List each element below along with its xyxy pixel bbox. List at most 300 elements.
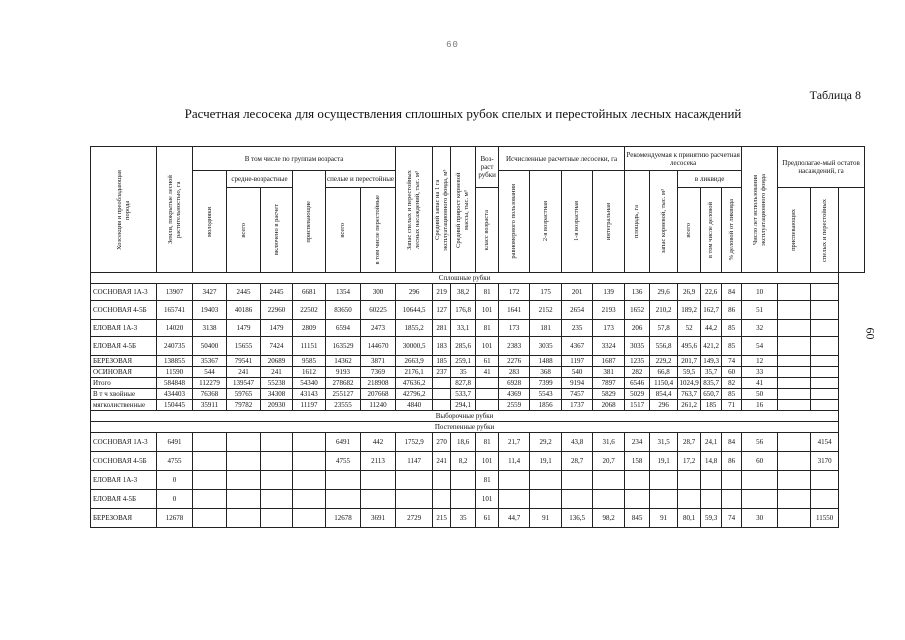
data-cell (261, 490, 293, 509)
data-cell (293, 471, 326, 490)
data-cell: 7399 (530, 378, 562, 389)
data-cell: 60 (722, 367, 742, 378)
data-cell (778, 378, 811, 389)
header-rec-area: площадь, га (625, 171, 650, 273)
data-cell (811, 356, 839, 367)
data-cell: 2193 (593, 301, 625, 320)
data-cell: 6491 (326, 433, 361, 452)
data-cell (451, 490, 476, 509)
data-cell: 127 (433, 301, 451, 320)
data-cell (811, 490, 839, 509)
data-cell: 434403 (157, 389, 193, 400)
header-remain: Предполагае-мый остатов насаждений, га (778, 147, 865, 188)
data-cell: 54340 (293, 378, 326, 389)
data-cell: 283 (499, 367, 530, 378)
data-cell: 0 (157, 471, 193, 490)
data-cell: 234 (625, 433, 650, 452)
data-cell: 1855,2 (396, 320, 433, 337)
data-cell: 33 (742, 367, 778, 378)
data-cell: 1479 (261, 320, 293, 337)
row-name-cell: СОСНОВАЯ 4-5Б (91, 301, 157, 320)
data-cell: 61 (476, 356, 499, 367)
header-rec-liquid-incl: в том числе деловой (701, 188, 722, 273)
header-remain-mature: спелых и перестойных (811, 188, 839, 273)
data-cell (778, 433, 811, 452)
data-cell: 66,8 (650, 367, 678, 378)
data-cell: 79541 (227, 356, 261, 367)
data-cell: 1479 (227, 320, 261, 337)
data-cell: 282 (625, 367, 650, 378)
data-cell: 421,2 (701, 337, 722, 356)
data-cell: 3427 (193, 284, 227, 301)
data-cell: 38,2 (451, 284, 476, 301)
data-cell (451, 471, 476, 490)
data-cell: 101 (476, 490, 499, 509)
data-cell (625, 471, 650, 490)
data-cell (476, 400, 499, 411)
data-cell: 0 (157, 490, 193, 509)
data-cell: 85 (722, 389, 742, 400)
data-cell: 540 (562, 367, 593, 378)
data-cell (293, 490, 326, 509)
data-cell: 138855 (157, 356, 193, 367)
data-cell (193, 452, 227, 471)
data-cell: 189,2 (678, 301, 701, 320)
data-cell: 79782 (227, 400, 261, 411)
header-mature-over: в том числе перестойные (361, 188, 396, 273)
data-cell: 74 (722, 509, 742, 528)
data-cell: 18,6 (451, 433, 476, 452)
row-name-cell: СОСНОВАЯ 4-5Б (91, 452, 157, 471)
data-cell: 59765 (227, 389, 261, 400)
data-cell: 9194 (562, 378, 593, 389)
data-cell: 57,8 (650, 320, 678, 337)
data-cell: 14020 (157, 320, 193, 337)
data-cell: 19403 (193, 301, 227, 320)
data-cell: 3035 (625, 337, 650, 356)
data-cell: 47636,2 (396, 378, 433, 389)
header-calc-even: равномерного пользования (499, 171, 530, 273)
data-cell (293, 509, 326, 528)
data-cell (326, 471, 361, 490)
data-cell: 4369 (499, 389, 530, 400)
data-cell: 206 (625, 320, 650, 337)
data-cell (593, 471, 625, 490)
row-name-cell: БЕРЕЗОВАЯ (91, 356, 157, 367)
data-cell: 215 (433, 509, 451, 528)
data-cell: 163529 (326, 337, 361, 356)
data-cell: 2276 (499, 356, 530, 367)
header-remain-maturing: приспевающих (778, 188, 811, 273)
table-row (91, 284, 865, 301)
data-cell: 16 (742, 400, 778, 411)
data-cell: 162,7 (701, 301, 722, 320)
data-cell (701, 490, 722, 509)
data-cell: 74 (722, 356, 742, 367)
data-cell: 1488 (530, 356, 562, 367)
data-cell: 8,2 (451, 452, 476, 471)
data-cell (293, 433, 326, 452)
data-cell: 83650 (326, 301, 361, 320)
data-cell: 2729 (396, 509, 433, 528)
data-cell: 241 (227, 367, 261, 378)
data-cell: 175 (530, 284, 562, 301)
table-row (91, 389, 865, 400)
data-cell: 84 (722, 284, 742, 301)
data-cell: 51 (742, 301, 778, 320)
data-cell: 158 (625, 452, 650, 471)
data-cell: 210,2 (650, 301, 678, 320)
data-cell: 1612 (293, 367, 326, 378)
header-calc-1st: 1-я возрастная (562, 171, 593, 273)
data-cell: 19,1 (530, 452, 562, 471)
data-cell: 32 (742, 320, 778, 337)
data-cell: 81 (476, 284, 499, 301)
data-cell: 6681 (293, 284, 326, 301)
section-gradual: Постепенные рубки (91, 422, 839, 433)
data-cell: 835,7 (701, 378, 722, 389)
data-cell (476, 378, 499, 389)
data-cell (326, 490, 361, 509)
data-cell: 201 (562, 284, 593, 301)
data-cell: 3691 (361, 509, 396, 528)
data-cell (499, 471, 530, 490)
data-cell: 81 (476, 471, 499, 490)
data-cell (261, 452, 293, 471)
data-cell: 296 (650, 400, 678, 411)
header-avg-growth: Средний прирост корневой массы, тыс. м³ (451, 147, 476, 273)
data-cell (293, 452, 326, 471)
data-cell: 21,7 (499, 433, 530, 452)
data-cell: 3324 (593, 337, 625, 356)
data-cell: 76368 (193, 389, 227, 400)
row-name-cell: В т ч хвойные (91, 389, 157, 400)
data-cell: 23555 (326, 400, 361, 411)
data-cell: 3035 (530, 337, 562, 356)
data-cell: 22960 (261, 301, 293, 320)
data-cell (778, 471, 811, 490)
data-cell: 60225 (361, 301, 396, 320)
data-cell: 11550 (811, 509, 839, 528)
data-cell: 1737 (562, 400, 593, 411)
data-cell: 5543 (530, 389, 562, 400)
data-cell: 17,2 (678, 452, 701, 471)
data-cell: 20689 (261, 356, 293, 367)
data-cell (227, 433, 261, 452)
row-name-cell: ОСИНОВАЯ (91, 367, 157, 378)
data-cell: 41 (742, 378, 778, 389)
data-cell (433, 400, 451, 411)
data-cell: 11151 (293, 337, 326, 356)
data-cell: 533,7 (451, 389, 476, 400)
data-cell: 52 (678, 320, 701, 337)
data-cell: 4154 (811, 433, 839, 452)
data-cell (625, 490, 650, 509)
header-years: Число лет использования эксплуатационного фонда (742, 147, 778, 273)
data-cell (811, 367, 839, 378)
data-cell: 86 (722, 301, 742, 320)
data-cell (562, 471, 593, 490)
data-cell: 10 (742, 284, 778, 301)
data-cell: 19,1 (650, 452, 678, 471)
data-cell (433, 389, 451, 400)
table-row (91, 471, 865, 490)
row-name-cell: ЕЛОВАЯ 1А-3 (91, 320, 157, 337)
forest-cutting-table (90, 146, 865, 528)
data-cell: 1517 (625, 400, 650, 411)
data-cell: 150445 (157, 400, 193, 411)
data-cell: 30 (742, 509, 778, 528)
data-cell: 2068 (593, 400, 625, 411)
header-cut-age-class: класс возраста (476, 188, 499, 273)
data-cell: 26,9 (678, 284, 701, 301)
data-cell: 12678 (157, 509, 193, 528)
data-cell: 91 (530, 509, 562, 528)
data-cell: 60 (742, 452, 778, 471)
data-cell: 5029 (625, 389, 650, 400)
data-cell: 2473 (361, 320, 396, 337)
data-cell (811, 378, 839, 389)
data-cell: 9193 (326, 367, 361, 378)
data-cell: 82 (722, 378, 742, 389)
data-cell: 241 (261, 367, 293, 378)
data-cell (811, 400, 839, 411)
data-cell: 1150,4 (650, 378, 678, 389)
data-cell (433, 471, 451, 490)
data-cell (193, 490, 227, 509)
data-cell: 278682 (326, 378, 361, 389)
data-cell (742, 490, 778, 509)
header-mature-total: всего (326, 188, 361, 273)
data-cell: 85 (722, 337, 742, 356)
table-row (91, 490, 865, 509)
data-cell: 84 (722, 433, 742, 452)
data-cell: 165741 (157, 301, 193, 320)
data-cell: 42796,2 (396, 389, 433, 400)
data-cell (678, 471, 701, 490)
data-cell (778, 509, 811, 528)
data-cell: 201,7 (678, 356, 701, 367)
data-cell: 2663,9 (396, 356, 433, 367)
header-rec-root: запас корневой, тыс. м³ (650, 171, 678, 273)
row-name-cell: СОСНОВАЯ 1А-3 (91, 433, 157, 452)
row-name-cell: ЕЛОВАЯ 4-5Б (91, 490, 157, 509)
section-clear: Сплошные рубки (91, 273, 839, 284)
data-cell: 1652 (625, 301, 650, 320)
data-cell: 6491 (157, 433, 193, 452)
data-cell: 218908 (361, 378, 396, 389)
data-cell (227, 509, 261, 528)
data-cell: 240735 (157, 337, 193, 356)
data-cell: 176,8 (451, 301, 476, 320)
data-cell: 12 (742, 356, 778, 367)
data-cell (811, 320, 839, 337)
data-cell: 1752,9 (396, 433, 433, 452)
data-cell: 270 (433, 433, 451, 452)
data-cell: 20930 (261, 400, 293, 411)
header-calc-integral: интегральная (593, 171, 625, 273)
data-cell: 6546 (625, 378, 650, 389)
data-cell: 54 (742, 337, 778, 356)
data-cell: 31,5 (650, 433, 678, 452)
data-cell (722, 490, 742, 509)
data-cell: 81 (476, 320, 499, 337)
data-cell: 136 (625, 284, 650, 301)
data-cell (742, 471, 778, 490)
data-cell: 101 (476, 337, 499, 356)
data-cell: 44,7 (499, 509, 530, 528)
data-cell: 7897 (593, 378, 625, 389)
data-cell (227, 471, 261, 490)
data-cell: 650,7 (701, 389, 722, 400)
data-cell: 2383 (499, 337, 530, 356)
data-cell (778, 284, 811, 301)
data-cell: 101 (476, 301, 499, 320)
data-cell (476, 389, 499, 400)
data-cell: 14362 (326, 356, 361, 367)
data-cell: 9585 (293, 356, 326, 367)
header-age-groups: В том числе по группам возраста (193, 147, 396, 171)
header-rec-liquid-pct: % деловой от ликвида (722, 188, 742, 273)
data-cell (778, 356, 811, 367)
data-cell: 2445 (261, 284, 293, 301)
data-cell: 22502 (293, 301, 326, 320)
data-cell: 281 (433, 320, 451, 337)
data-cell (261, 471, 293, 490)
data-cell (261, 509, 293, 528)
header-rec-liquid: в ликвиде (678, 171, 742, 188)
data-cell (811, 471, 839, 490)
data-cell: 35,7 (701, 367, 722, 378)
data-cell: 2559 (499, 400, 530, 411)
data-cell (650, 490, 678, 509)
data-cell: 20,7 (593, 452, 625, 471)
data-cell: 4840 (396, 400, 433, 411)
data-cell (811, 389, 839, 400)
data-cell: 56 (742, 433, 778, 452)
table-row (91, 320, 865, 337)
data-cell (361, 471, 396, 490)
data-cell: 3871 (361, 356, 396, 367)
data-cell: 139547 (227, 378, 261, 389)
data-cell: 11590 (157, 367, 193, 378)
data-cell: 61 (476, 509, 499, 528)
data-cell: 41 (476, 367, 499, 378)
data-cell: 59,5 (678, 367, 701, 378)
data-cell (778, 367, 811, 378)
data-cell: 144670 (361, 337, 396, 356)
page-number: 60 (446, 40, 459, 50)
data-cell: 229,2 (650, 356, 678, 367)
data-cell: 259,1 (451, 356, 476, 367)
header-rec-liquid-total: всего (678, 188, 701, 273)
header-section: Хозсекция и преобладающая порода (91, 147, 157, 273)
data-cell: 34308 (261, 389, 293, 400)
data-cell: 35367 (193, 356, 227, 367)
data-cell: 28,7 (678, 433, 701, 452)
data-cell: 136,5 (562, 509, 593, 528)
data-cell (593, 490, 625, 509)
data-cell: 2654 (562, 301, 593, 320)
data-cell: 495,6 (678, 337, 701, 356)
header-middle-age: средне-возрастные (227, 171, 293, 188)
data-cell: 112279 (193, 378, 227, 389)
data-cell (530, 471, 562, 490)
header-young: молодняки (193, 171, 227, 273)
data-cell: 1024,9 (679, 379, 699, 387)
data-cell (396, 471, 433, 490)
data-cell: 4367 (562, 337, 593, 356)
data-cell (227, 490, 261, 509)
data-cell: 1687 (593, 356, 625, 367)
table-title: Расчетная лесосека для осуществления сплошных рубок спелых и перестойных лесных насаждений (184, 106, 742, 121)
data-cell: 98,2 (593, 509, 625, 528)
data-cell: 6594 (326, 320, 361, 337)
row-name-cell: БЕРЕЗОВАЯ (91, 509, 157, 528)
data-cell (562, 490, 593, 509)
data-cell (193, 471, 227, 490)
header-maturing: приспевающие (293, 171, 326, 273)
data-cell (433, 378, 451, 389)
data-cell: 139 (593, 284, 625, 301)
data-cell (778, 389, 811, 400)
row-name-cell: СОСНОВАЯ 1А-3 (91, 284, 157, 301)
data-cell (722, 471, 742, 490)
data-cell (193, 433, 227, 452)
data-cell: 368 (530, 367, 562, 378)
data-cell: 296 (396, 284, 433, 301)
data-cell (650, 471, 678, 490)
data-cell: 13907 (157, 284, 193, 301)
data-cell (778, 400, 811, 411)
data-cell: 1235 (625, 356, 650, 367)
data-cell: 24,1 (701, 433, 722, 452)
data-cell: 381 (593, 367, 625, 378)
data-cell: 1856 (530, 400, 562, 411)
data-cell: 15655 (227, 337, 261, 356)
header-middle-total: всего (227, 188, 261, 273)
data-cell: 285,6 (451, 337, 476, 356)
data-cell (778, 452, 811, 471)
data-cell: 11240 (361, 400, 396, 411)
table-row (91, 400, 865, 411)
data-cell: 827,8 (451, 378, 476, 389)
data-cell: 35911 (193, 400, 227, 411)
data-cell: 14,8 (701, 452, 722, 471)
row-name-cell: Итого (91, 378, 157, 389)
data-cell: 6928 (499, 378, 530, 389)
data-cell: 241 (433, 452, 451, 471)
data-cell (811, 337, 839, 356)
data-cell: 28,7 (562, 452, 593, 471)
data-cell: 185 (701, 400, 722, 411)
table-row (91, 509, 865, 528)
header-avg-stock: Средний запас на 1 га эксплуатационного фонда, м³ (433, 147, 451, 273)
side-page-number: 60 (863, 327, 878, 340)
data-cell: 237 (433, 367, 451, 378)
header-cut-age: Воз-раст рубки (476, 147, 499, 188)
header-recommended: Рекомендуемая к принятию расчетная лесосека (625, 147, 742, 171)
data-cell: 50 (742, 389, 778, 400)
data-cell: 235 (562, 320, 593, 337)
data-cell: 29,2 (530, 433, 562, 452)
data-cell (530, 490, 562, 509)
data-cell: 5829 (593, 389, 625, 400)
data-cell (193, 509, 227, 528)
data-cell: 86 (722, 452, 742, 471)
data-cell (261, 433, 293, 452)
data-cell: 2152 (530, 301, 562, 320)
